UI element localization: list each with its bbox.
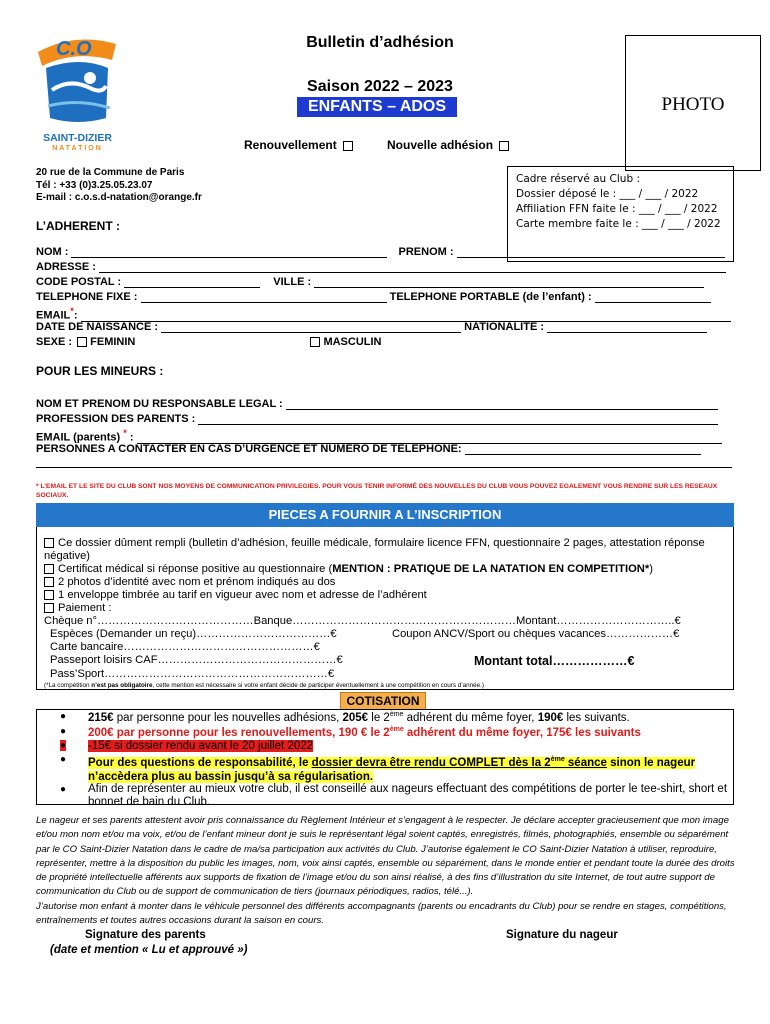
bullet-icon: ● xyxy=(60,784,67,795)
sexe-label: SEXE : xyxy=(36,336,73,348)
price-new: 215€ xyxy=(88,711,114,724)
email-row: EMAIL*: xyxy=(36,306,736,322)
sexe-row xyxy=(36,336,736,348)
reserved-carte: Carte membre faite le : ___ / ___ / 2022 xyxy=(516,218,721,230)
prenom-field[interactable] xyxy=(457,247,725,258)
responsabilite-seance: séance xyxy=(564,756,607,769)
nom-prenom-row xyxy=(36,246,736,258)
email-parents-label: EMAIL (parents) xyxy=(36,431,121,444)
pieces-heading: PIECES A FOURNIR A L’INSCRIPTION xyxy=(36,503,734,527)
season-title: Saison 2022 – 2023 xyxy=(307,78,453,95)
adresse-row xyxy=(36,261,736,273)
piece-item-certificat xyxy=(44,563,724,576)
form-title: Bulletin d’adhésion xyxy=(306,34,454,51)
feminin-checkbox[interactable] xyxy=(77,337,87,347)
tenue-text: Afin de représenter au mieux votre club, il est conseillé aux nageurs effectuant des compétitions de porter le tee-shirt, short et bonnet de bain du Club. xyxy=(88,783,728,808)
bullet-icon: ● xyxy=(60,726,67,737)
club-phone: Tél : +33 (0)3.25.05.23.07 xyxy=(36,179,153,191)
competition-footnote xyxy=(44,681,724,690)
piece-enveloppe-text: 1 enveloppe timbrée au tarif en vigueur avec nom et adresse de l’adhérent xyxy=(58,589,427,601)
piece-item-paiement xyxy=(44,602,724,615)
photo-box xyxy=(625,35,761,171)
email-parents-asterisk: * xyxy=(123,428,127,438)
email-label: EMAIL xyxy=(36,309,71,322)
reserved-dossier: Dossier déposé le : ___ / ___ / 2022 xyxy=(516,188,699,200)
club-email: E-mail : c.o.s.d-natation@orange.fr xyxy=(36,192,202,203)
new-member-option[interactable] xyxy=(387,138,509,152)
payment-carte[interactable]: Carte bancaire……………………………………………€ xyxy=(50,641,320,653)
nom-label: NOM : xyxy=(36,246,69,258)
new-member-label: Nouvelle adhésion xyxy=(387,138,494,152)
communication-notice: * L’EMAIL ET LE SITE DU CLUB SONT NOS MOYENS DE COMMUNICATION PRIVILEGIES. POUR VOUS TENIR INFORMÉ DES NOUVELLES DU CLUB VOUS POUVEZ EGALEMENT VOUS RENDRE SUR LES RESEAUX SOCIAUX. xyxy=(36,483,718,499)
adresse-label: ADRESSE : xyxy=(36,261,96,273)
piece-photos-checkbox[interactable] xyxy=(44,577,54,587)
renewal-label: Renouvellement xyxy=(244,138,337,152)
price-new-second: 205€ xyxy=(342,711,369,724)
legal-image-rights: Le nageur et ses parents attestent avoir pris connaissance du Règlement Intérieur et s’engagent à le respecter. Je déclare accepter gracieusement que mon image et/ou mon nom et/ou ma voix, et/ou de l’enfant mineur dont je suis le représentant légal soient captés, enregistrés, filmés, photographiés, ensemble ou séparément par le CO Saint-Dizier Natation dans le cadre de ma/sa participation aux activités du Club. J’autorise également le CO Saint-Dizier Natation à utiliser, reproduire, représenter, mettre à la disposition du public les images, nom, voix ainsi captés, ensemble ou séparément, dans le monde entier et pendant toute la durée des droits de propriété intellectuelle afférents aux supports de fixation de l’image et/ou du son ainsi réalisé, à des fins d’illustration du site Internet, de tout autre support de communication du Club ou de support de communication de tiers (journaux périodiques, radios, télé...). xyxy=(36,815,735,898)
pieces-list xyxy=(44,537,724,690)
piece-dossier-text: Ce dossier dûment rempli (bulletin d’adhésion, feuille médicale, formulaire licence FFN, questionnaire 2 pages, attestation réponse négative) xyxy=(44,537,705,562)
piece-enveloppe-checkbox[interactable] xyxy=(44,590,54,600)
piece-certificat-mention: MENTION : PRATIQUE DE LA NATATION EN COMPETITION* xyxy=(332,563,650,575)
photo-label: PHOTO xyxy=(661,94,725,115)
payment-especes[interactable]: Espèces (Demander un reçu)………………………………€ xyxy=(50,628,337,640)
profession-row xyxy=(36,413,736,425)
naissance-field[interactable] xyxy=(161,322,461,333)
club-logo xyxy=(30,30,125,170)
bullet-icon: ● xyxy=(60,754,67,765)
piece-certificat-checkbox[interactable] xyxy=(44,564,54,574)
cp-field[interactable] xyxy=(124,277,260,288)
legal-text xyxy=(36,814,736,928)
price-renewal-sup: ème xyxy=(389,726,404,733)
responsabilite-sup: ème xyxy=(550,756,565,763)
signature-parents-label: Signature des parents xyxy=(85,929,206,941)
piece-item-enveloppe xyxy=(44,589,724,602)
tel-portable-label: TELEPHONE PORTABLE (de l’enfant) : xyxy=(389,291,592,303)
prenom-label: PRENOM : xyxy=(398,246,454,258)
logo-sub-text: NATATION xyxy=(52,145,103,152)
cp-ville-row xyxy=(36,276,736,288)
piece-certificat-text: Certificat médical si réponse positive au questionnaire ( xyxy=(58,563,333,575)
email-field[interactable] xyxy=(81,311,731,322)
signature-parents-note: (date et mention « Lu et approuvé ») xyxy=(50,944,248,956)
adherent-heading: L’ADHERENT : xyxy=(36,219,120,233)
responsabilite-end: sinon le nageur n’accèdera plus au bassin jusqu’à sa régularisation. xyxy=(88,756,696,783)
reserved-title: Cadre réservé au Club : xyxy=(516,173,640,185)
piece-certificat-close: ) xyxy=(649,563,653,575)
urgence-extra-line[interactable] xyxy=(36,467,732,468)
piece-paiement-text: Paiement : xyxy=(58,602,112,614)
price-new-sup: ème xyxy=(389,711,404,718)
payment-pass-sport[interactable]: Pass’Sport……………………………………………………€ xyxy=(50,668,335,680)
price-new-foyer: adhérent du même foyer, xyxy=(403,711,538,724)
payment-cheque[interactable]: Chèque n°……………………………………Banque……………………………………………………Montant…………………………..€ xyxy=(44,615,681,627)
responsable-label: NOM ET PRENOM DU RESPONSABLE LEGAL : xyxy=(36,398,283,410)
price-renewal-end: adhérent du même foyer, 175€ les suivants xyxy=(403,726,641,739)
nationalite-label: NATIONALITE : xyxy=(464,321,544,333)
email-parents-field[interactable] xyxy=(137,433,722,444)
piece-dossier-checkbox[interactable] xyxy=(44,538,54,548)
footnote-bold: n’est pas obligatoire xyxy=(91,682,153,689)
club-contact xyxy=(36,167,202,205)
tel-portable-field[interactable] xyxy=(595,292,711,303)
ville-label: VILLE : xyxy=(273,276,312,288)
cotisation-renewals xyxy=(60,726,758,739)
profession-label: PROFESSION DES PARENTS : xyxy=(36,413,196,425)
payment-row-especes xyxy=(44,628,724,641)
payment-coupon[interactable]: Coupon ANCV/Sport ou chèques vacances………………€ xyxy=(392,628,680,640)
logo-bottom-text: SAINT-DIZIER xyxy=(43,132,112,144)
nom-field[interactable] xyxy=(71,247,387,258)
montant-total[interactable]: Montant total………………€ xyxy=(474,654,635,668)
urgence-label: PERSONNES A CONTACTER EN CAS D’URGENCE ET NUMERO DE TELEPHONE: xyxy=(36,443,462,455)
mineurs-heading: POUR LES MINEURS : xyxy=(36,364,164,378)
payment-row-caf xyxy=(44,654,724,668)
masculin-checkbox[interactable] xyxy=(310,337,320,347)
cotisation-responsabilite xyxy=(60,753,758,784)
tel-fixe-field[interactable] xyxy=(141,292,387,303)
responsable-row xyxy=(36,398,736,410)
price-renewal-text: 200€ par personne pour les renouvellements, 190 € le 2 xyxy=(88,726,390,739)
price-new-text: par personne pour les nouvelles adhésions, xyxy=(113,711,343,724)
price-new-following: 190€ xyxy=(537,711,564,724)
piece-item-dossier xyxy=(44,537,724,563)
footnote-end: , cette mention est nécessaire si votre enfant décide de participer éventuellement à une compétition en cours d’année.) xyxy=(152,682,484,689)
new-member-checkbox[interactable] xyxy=(499,141,509,151)
feminin-label: FEMININ xyxy=(90,336,136,348)
nationalite-field[interactable] xyxy=(547,322,707,333)
profession-field[interactable] xyxy=(198,414,718,425)
tel-fixe-label: TELEPHONE FIXE : xyxy=(36,291,138,303)
naissance-row xyxy=(36,321,736,333)
cotisation-heading: COTISATION xyxy=(340,692,426,710)
legal-transport: J’autorise mon enfant à monter dans le véhicule personnel des différents accompagnants (parents ou encadrants du Club) pour se rendre en stages, compétitions, entraînements et toutes autres occasions durant la saison en cours. xyxy=(36,900,727,927)
cp-label: CODE POSTAL : xyxy=(36,276,122,288)
piece-paiement-checkbox[interactable] xyxy=(44,603,54,613)
responsabilite-intro: Pour des questions de responsabilité, le xyxy=(88,756,312,769)
cotisation-new-members xyxy=(60,711,758,724)
club-address: 20 rue de la Commune de Paris xyxy=(36,167,185,178)
cotisation-discount xyxy=(60,740,758,752)
piece-item-photos xyxy=(44,576,724,589)
ville-field[interactable] xyxy=(314,277,704,288)
urgence-field[interactable] xyxy=(465,444,701,455)
category-title: ENFANTS – ADOS xyxy=(297,97,457,117)
payment-caf[interactable]: Passeport loisirs CAF…………………………………………€ xyxy=(50,654,343,666)
piece-photos-text: 2 photos d’identité avec nom et prénom indiqués au dos xyxy=(58,576,336,588)
signature-nageur-label: Signature du nageur xyxy=(506,929,618,941)
urgence-row xyxy=(36,443,736,455)
reserved-affiliation: Affiliation FFN faite le : ___ / ___ / 2022 xyxy=(516,203,718,215)
cotisation-tenue xyxy=(60,783,758,809)
early-discount: -15€ si dossier rendu avant le 20 juillet 2022 xyxy=(88,740,314,752)
bullet-icon: ● xyxy=(60,740,67,751)
logo-top-text: C.O xyxy=(56,38,92,60)
email-parents-row: EMAIL (parents) * : xyxy=(36,428,736,444)
footnote-start: (*La compétition xyxy=(44,682,92,689)
telephone-row xyxy=(36,291,736,303)
bullet-icon: ● xyxy=(60,711,67,722)
masculin-label: MASCULIN xyxy=(323,336,382,348)
price-new-following-text: les suivants. xyxy=(563,711,630,724)
responsable-field[interactable] xyxy=(286,399,718,410)
price-new-second-text: le 2 xyxy=(368,711,390,724)
cotisation-list xyxy=(36,711,732,808)
naissance-label: DATE DE NAISSANCE : xyxy=(36,321,159,333)
renewal-option[interactable] xyxy=(244,138,353,152)
renewal-checkbox[interactable] xyxy=(343,141,353,151)
email-asterisk: * xyxy=(70,306,74,316)
responsabilite-dossier: dossier devra être rendu COMPLET dès la 2 xyxy=(311,756,551,769)
adresse-field[interactable] xyxy=(99,262,726,273)
